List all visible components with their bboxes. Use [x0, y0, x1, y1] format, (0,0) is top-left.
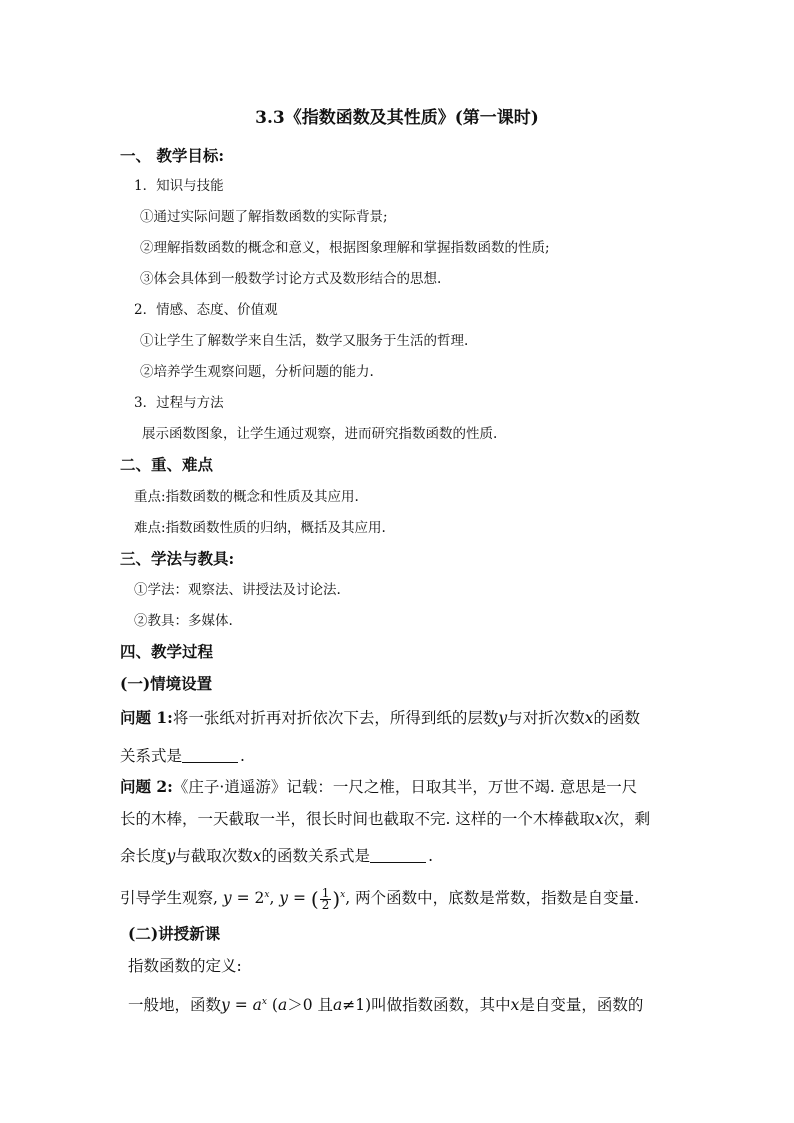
problem-2-text: 的函数关系式是 [261, 847, 371, 865]
problem-1-line-2: 关系式是 . [120, 747, 245, 765]
exponent-x: x [264, 890, 270, 900]
problem-2-text: 长的木棒，一天截取一半，很长时间也截取不完. 这样的一个木棒截取 [120, 810, 595, 828]
exponent-x: x [340, 890, 346, 900]
guide-line: 引导学生观察, $y = 2^x$, y = ( $\frac{1}{2}$ )$^x$, 两个函数中，底数是常数，指数是自变量. [120, 885, 640, 912]
difficult-point [134, 519, 386, 537]
formula-y-half-x: y = ( $\frac{1}{2}$ )$^x$ [279, 885, 346, 912]
subsection-1-3: 3．过程与方法 [134, 395, 224, 411]
var-y: y [222, 889, 232, 908]
key-point-text: 指数函数的概念和性质及其应用. [165, 489, 359, 505]
var-x: x [510, 996, 520, 1015]
objective-item: ①让学生了解数学来自生活，数学又服务于生活的哲理. [140, 333, 469, 349]
objective-item: ②培养学生观察问题，分析问题的能力. [140, 364, 374, 380]
problem-2-label: 问题 2: [120, 777, 173, 796]
var-y: y [279, 889, 289, 908]
problem-1-text: 与对折次数 [507, 709, 585, 727]
var-y: y [498, 709, 508, 727]
equals-sign: = [231, 889, 255, 908]
section-3-heading: 三、学法与教具: [120, 549, 235, 568]
tools-item: ①学法：观察法、讲授法及讨论法. [134, 582, 341, 598]
problem-1-text: 的函数 [593, 709, 640, 727]
section-4-heading: 四、教学过程 [120, 642, 214, 661]
problem-2-text: 余长度 [120, 847, 167, 865]
exponent-x: x [261, 997, 267, 1007]
definition-text: 是自变量，函数的 [519, 996, 644, 1015]
section-1-heading: 一、 教学目标: [120, 146, 225, 165]
definition-label: 指数函数的定义: [128, 957, 242, 975]
problem-1-text: 将一张纸对折再对折依次下去，所得到纸的层数 [172, 709, 499, 727]
base-2: 2 [254, 889, 265, 908]
problem-2-text: 次，剩 [603, 810, 651, 828]
var-x: x [594, 810, 604, 828]
problem-1-label: 问题 1: [120, 708, 173, 727]
denominator: 2 [321, 897, 330, 912]
problem-2-line-1 [120, 776, 637, 798]
section-2-heading: 二、重、难点 [120, 455, 214, 474]
formula-y-2x [223, 889, 270, 907]
var-a: a [277, 996, 288, 1015]
subsection-1-2: 2．情感、态度、价值观 [134, 302, 278, 318]
definition-text: ( [271, 996, 278, 1015]
var-y: y [221, 996, 230, 1015]
definition-text: 一般地，函数 [128, 996, 222, 1015]
difficult-point-label: 难点: [134, 520, 166, 536]
definition-text: ＞0 且 [287, 996, 333, 1015]
definition-line [128, 991, 643, 1016]
part-1-heading: (一)情境设置 [120, 674, 213, 693]
answer-blank [182, 746, 238, 763]
var-a: a [333, 996, 343, 1015]
answer-blank [370, 846, 426, 863]
subsection-1-1: 1．知识与技能 [134, 178, 224, 194]
key-point-label: 重点: [134, 489, 166, 505]
var-y: y [166, 847, 176, 865]
problem-1-text: 关系式是 [120, 747, 183, 765]
difficult-point-text: 指数函数性质的归纳，概括及其应用. [165, 520, 386, 536]
problem-2-text: 《庄子·逍遥游》记载：一尺之椎，日取其半，万世不竭. 意思是一尺 [172, 778, 638, 796]
var-a: a [252, 996, 262, 1015]
fraction-one-half [320, 885, 332, 912]
var-x: x [252, 847, 262, 865]
guide-text: 引导学生观察, [120, 889, 218, 908]
tools-item: ②教具：多媒体. [134, 613, 233, 629]
problem-2-text: 与截取次数 [175, 847, 253, 865]
method-text: 展示函数图象，让学生通过观察，进而研究指数函数的性质. [142, 426, 498, 442]
equals-sign: = [229, 996, 253, 1015]
guide-text: 两个函数中，底数是常数，指数是自变量. [355, 889, 640, 908]
problem-1-line-1 [120, 707, 640, 729]
numerator: 1 [321, 885, 330, 900]
part-2-heading: (二)讲授新课 [128, 924, 221, 943]
problem-2-line-2 [120, 808, 650, 830]
key-point [134, 488, 359, 506]
page-title: 3.3《指数函数及其性质》(第一课时) [255, 108, 539, 128]
var-x: x [584, 709, 594, 727]
objective-item: ③体会具体到一般数学讨论方式及数形结合的思想. [140, 271, 442, 287]
problem-2-line-3: 余长度y与截取次数x的函数关系式是 . [120, 847, 433, 865]
formula-y-ax [221, 996, 267, 1014]
objective-item: ①通过实际问题了解指数函数的实际背景; [140, 209, 388, 225]
equals-sign: = [288, 889, 311, 908]
definition-text: ≠1)叫做指数函数，其中 [342, 996, 511, 1015]
objective-item: ②理解指数函数的概念和意义，根据图象理解和掌握指数函数的性质; [140, 240, 550, 256]
